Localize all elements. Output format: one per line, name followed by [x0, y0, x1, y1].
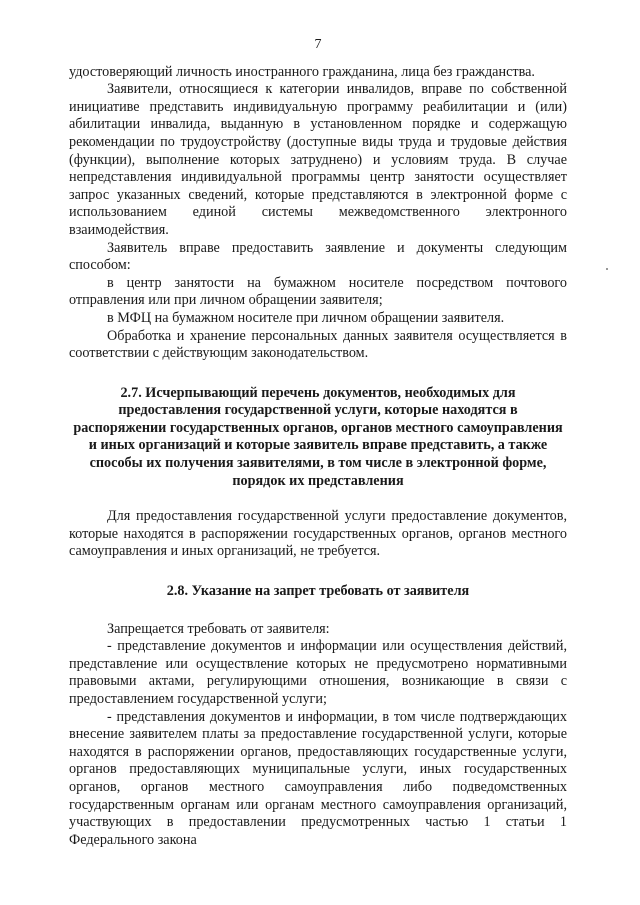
- section-2-7-text: Для предоставления государственной услуги предоставление документов, которые находятся в распоряжении государственных органов, органов местного самоуправления и иных организаций, не требуется.: [69, 508, 567, 560]
- paragraph-personal-data: Обработка и хранение персональных данных заявителя осуществляется в соответствии с действующим законодательством.: [69, 327, 567, 362]
- paragraph-disabled-applicants: Заявители, относящиеся к категории инвалидов, вправе по собственной инициативе представить индивидуальную программу реабилитации и (или) абилитации инвалида, выданную в установленном порядке и содержащую рекомендации по трудоустройству (доступные виды труда и трудовые действия (функции), выполнение которых затруднено) и условиям труда. В случае непредставления индивидуальной программы центр занятости осуществляет запрос указанных сведений, которые представляются в электронной форме с использованием единой системы межведомственного электронного взаимодействия.: [69, 81, 567, 238]
- paragraph-submission-methods: Заявитель вправе предоставить заявление и документы следующим способом:: [69, 239, 567, 274]
- paragraph-mfc-method: в МФЦ на бумажном носителе при личном обращении заявителя.: [107, 309, 505, 326]
- paragraph-employment-center-method: в центр занятости на бумажном носителе посредством почтового отправления или при личном обращении заявителя;: [69, 274, 567, 309]
- section-2-8-item-1: - представление документов и информации или осуществления действий, представление или осуществление которых не предусмотрено нормативными правовыми актами, регулирующими отношения, возникающие в связи с предоставлением государственной услуги;: [69, 638, 567, 707]
- section-2-8-heading: 2.8. Указание на запрет требовать от заявителя: [166, 583, 470, 600]
- paragraph-identity-continuation: удостоверяющий личность иностранного гражданина, лица без гражданства.: [69, 63, 535, 80]
- section-2-8-item-2: - представления документов и информации, в том числе подтверждающих внесение заявителем платы за предоставление государственной услуги, которые находятся в распоряжении органов, предоставляющих государственные услуги, органов предоставляющих муниципальные услуги, иных государственных органов, органов местного самоуправления либо подведомственных государственным органам или органам местного самоуправления организаций, участвующих в предоставлении предусмотренных частью 1 статьи 1 Федерального закона: [69, 708, 567, 848]
- section-2-8-intro: Запрещается требовать от заявителя:: [107, 620, 330, 637]
- page-number: 7: [314, 37, 322, 52]
- scan-speck: [606, 268, 608, 270]
- section-2-7-heading: 2.7. Исчерпывающий перечень документов, необходимых для предоставления государственной услуги, которые находятся в распоряжении государственных органов, органов местного самоуправления и иных организаций и которые заявитель вправе представить, а также способы их получения заявителями, в том числе в электронной форме, порядок их представления: [73, 384, 563, 489]
